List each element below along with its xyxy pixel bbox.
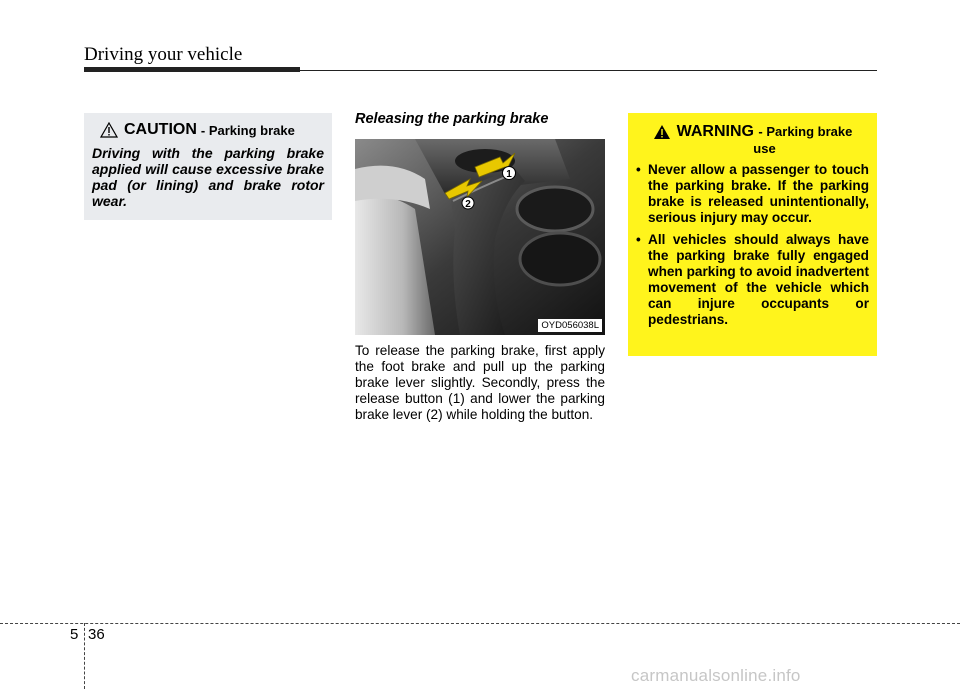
parking-brake-photo bbox=[355, 139, 605, 335]
section-body-text: To release the parking brake, first apply the foot brake and pull up the parking brake lever slightly. Secondly, press the release button (1) and lower the parking brake lever (2) while holding the button. bbox=[355, 343, 605, 422]
image-label: OYD056038L bbox=[538, 319, 602, 332]
caution-subtitle: - Parking brake bbox=[200, 122, 295, 138]
caution-box bbox=[84, 113, 332, 220]
caution-triangle-icon bbox=[100, 122, 118, 138]
chapter-number: 5 bbox=[70, 626, 79, 643]
header-rule bbox=[84, 67, 300, 72]
callout-1: 1 bbox=[506, 169, 512, 180]
caution-title: CAUTION bbox=[124, 121, 197, 138]
caution-text: Driving with the parking brake applied will cause excessive brake pad (or lining) and brake rotor wear. bbox=[92, 145, 324, 209]
footer-rule bbox=[0, 623, 960, 624]
warning-box bbox=[628, 113, 877, 356]
warning-item: • Never allow a passenger to touch the parking brake. If the parking brake is released unintentionally, serious injury may occur. bbox=[636, 162, 869, 226]
section-title: Releasing the parking brake bbox=[355, 111, 549, 127]
warning-header bbox=[636, 123, 869, 156]
footer-divider bbox=[84, 623, 85, 689]
warning-item: • All vehicles should always have the parking brake fully engaged when parking to avoid inadvertent movement of the vehicle which can injure occupants or pedestrians. bbox=[636, 232, 869, 328]
warning-list bbox=[636, 162, 869, 328]
page-number: 36 bbox=[88, 626, 105, 643]
warning-subtitle: - Parking brake bbox=[758, 124, 853, 139]
header-rule-thin bbox=[300, 70, 877, 71]
caution-header bbox=[100, 121, 324, 139]
page-header-title: Driving your vehicle bbox=[84, 44, 243, 65]
warning-triangle-icon bbox=[653, 124, 671, 140]
warning-title: WARNING bbox=[676, 123, 754, 140]
callout-2: 2 bbox=[465, 199, 471, 210]
warning-subtitle-line2: use bbox=[753, 141, 776, 156]
watermark: carmanualsonline.info bbox=[631, 666, 801, 685]
parking-brake-illustration bbox=[355, 139, 605, 335]
